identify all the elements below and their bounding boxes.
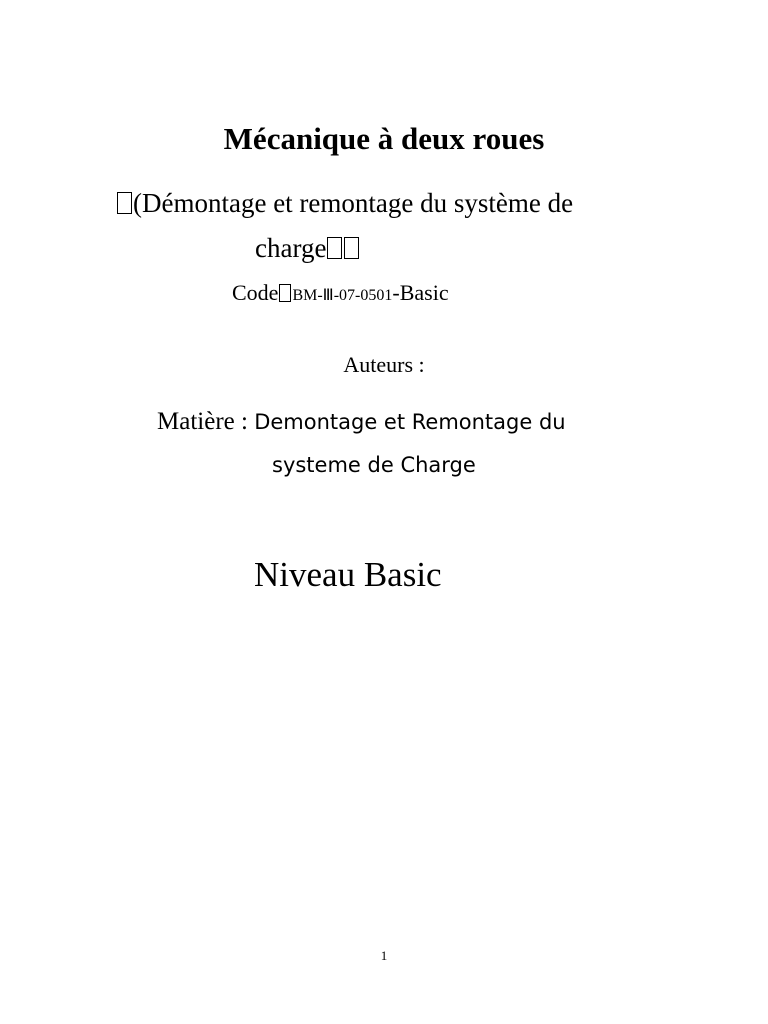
missing-glyph-box [327,237,342,259]
subject-text-1: Demontage et Remontage du [254,410,566,434]
level-heading: Niveau Basic [254,555,442,594]
missing-glyph-box [279,284,291,302]
document-title: Mécanique à deux roues [223,121,545,156]
page-number: 1 [380,948,388,963]
authors-label: Auteurs : [343,352,425,377]
subject-label: Matière : [157,408,255,435]
module-code [232,280,449,306]
subtitle-line-1-text: (Démontage et remontage du système de [133,188,574,218]
subtitle-line-1 [116,188,573,219]
missing-glyph-box [117,192,132,214]
code-label: Code [232,280,279,305]
code-suffix: -Basic [392,280,449,305]
subtitle-line-2 [255,233,360,264]
subject-line-2: systeme de Charge [272,453,476,477]
missing-glyph-box [344,237,359,259]
subject-line-1 [157,408,566,436]
subtitle-line-2-text: charge [255,233,327,263]
code-value: BM-Ⅲ-07-0501 [292,287,393,304]
